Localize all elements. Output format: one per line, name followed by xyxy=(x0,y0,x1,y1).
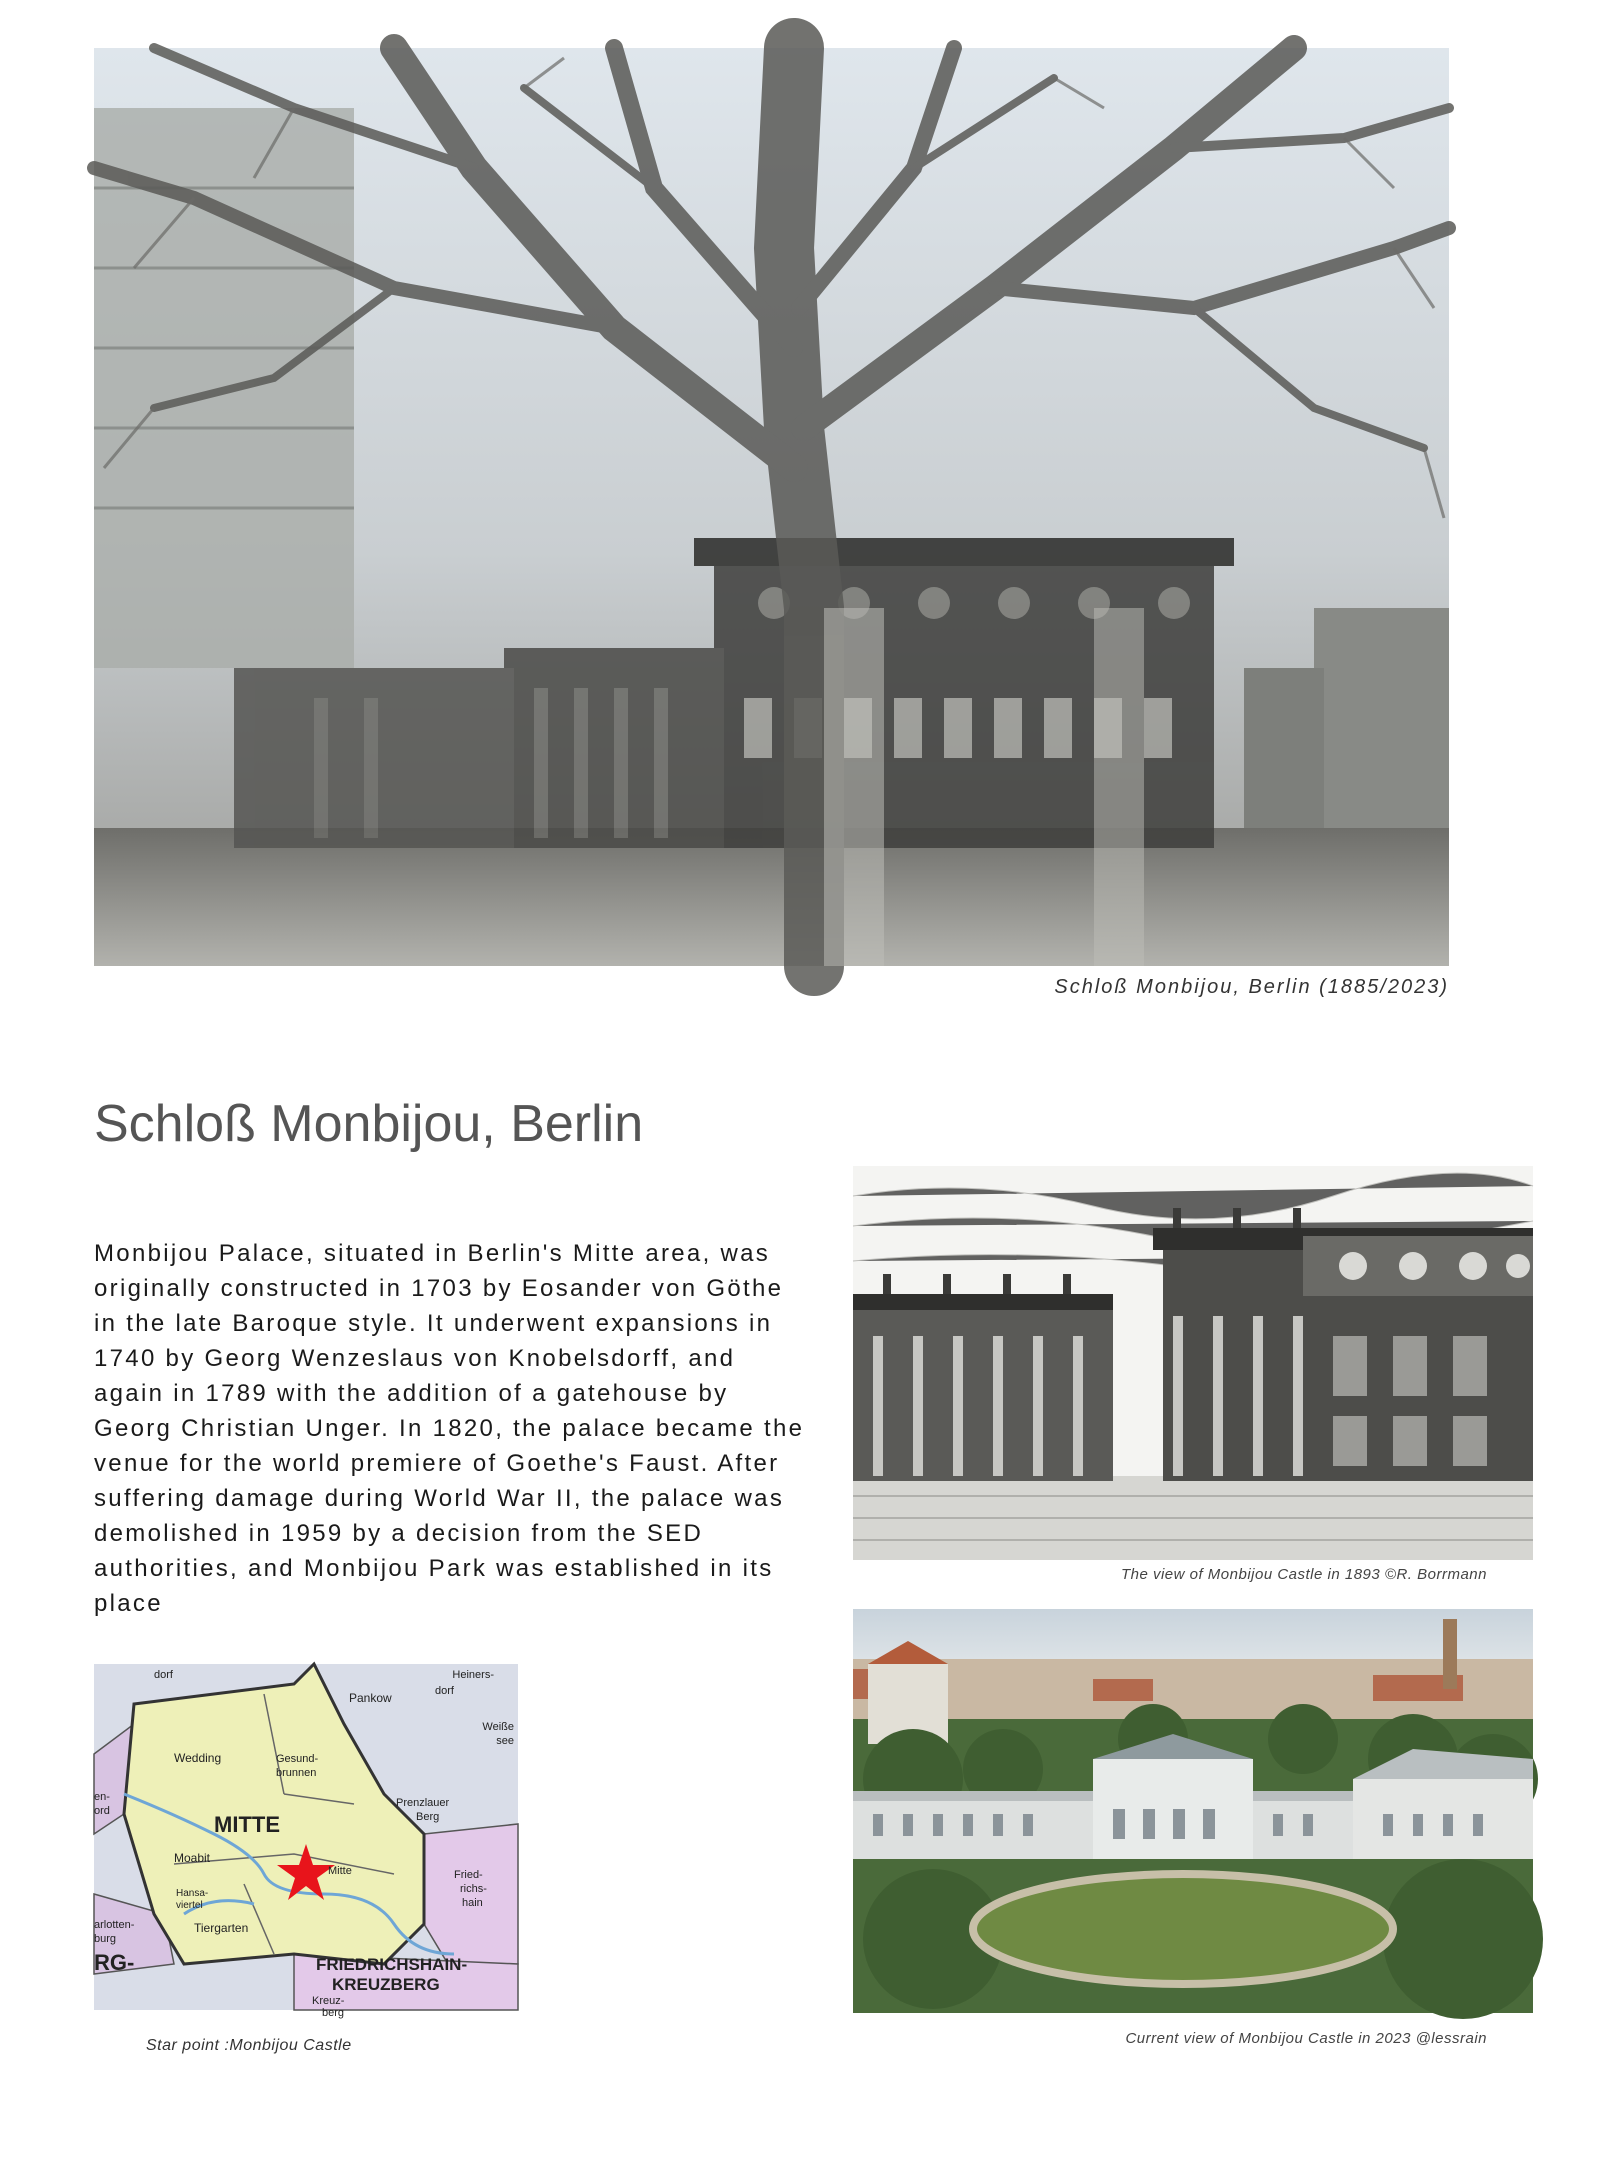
map-label: FRIEDRICHSHAIN- xyxy=(316,1955,468,1974)
map-label: Moabit xyxy=(174,1851,211,1865)
map-label: KREUZBERG xyxy=(332,1975,440,1994)
map-label: see xyxy=(496,1735,514,1747)
map-label: dorf xyxy=(154,1669,173,1681)
page-title: Schloß Monbijou, Berlin xyxy=(94,1095,644,1153)
district-map xyxy=(94,1664,518,2019)
map-label: Weiße xyxy=(482,1721,514,1733)
map-label: Heiners- xyxy=(452,1669,494,1681)
map-label: Prenzlauer xyxy=(396,1797,450,1809)
map-label: Wedding xyxy=(174,1751,222,1765)
map-label: Berg xyxy=(416,1811,440,1823)
engraving-illustration xyxy=(853,1166,1533,1560)
map-label: en- xyxy=(94,1791,110,1803)
map-caption: Star point :Monbijou Castle xyxy=(146,2037,352,2054)
map-label: RG- xyxy=(94,1950,135,1975)
map-label: berg xyxy=(322,2007,345,2019)
aerial-caption: Current view of Monbijou Castle in 2023 @lessrain xyxy=(1125,2030,1487,2047)
hero-photo xyxy=(94,48,1449,966)
map-label: Mitte xyxy=(328,1865,352,1877)
map-label: Pankow xyxy=(349,1691,392,1705)
body-paragraph: Monbijou Palace, situated in Berlin's Mitte area, was originally constructed in 1703 by Eosander von Göthe in the late Baroque style. It underwent expansions in 1740 by Georg Wenzeslaus von Knobelsdorff, and again in 1789 with the addition of a gatehouse by Georg Christian Unger. In 1820, the palace became the venue for the world premiere of Goethe's Faust. After suffering damage during World War II, the palace was demolished in 1959 by a decision from the SED authorities, and Monbijou Park was established in its place xyxy=(94,1240,805,1617)
aerial-render xyxy=(853,1609,1533,2013)
engraving-caption: The view of Monbijou Castle in 1893 ©R. Borrmann xyxy=(1120,1566,1487,1583)
map-label: Gesund- xyxy=(276,1753,319,1765)
map-label: dorf xyxy=(435,1685,454,1697)
map-label: brunnen xyxy=(276,1767,317,1779)
map-label: Kreuz- xyxy=(312,1995,345,2007)
map-label: arlotten- xyxy=(94,1919,135,1931)
map-label: Fried- xyxy=(454,1869,483,1881)
map-label: Tiergarten xyxy=(194,1921,249,1935)
map-label: hain xyxy=(462,1897,483,1909)
map-label: ord xyxy=(94,1805,110,1817)
map-label: burg xyxy=(94,1933,117,1945)
map-label: Hansa- xyxy=(176,1888,209,1899)
hero-caption: Schloß Monbijou, Berlin (1885/2023) xyxy=(1054,976,1449,998)
map-label: MITTE xyxy=(214,1812,280,1837)
map-label: richs- xyxy=(460,1883,487,1895)
map-label: viertel xyxy=(176,1900,203,1911)
